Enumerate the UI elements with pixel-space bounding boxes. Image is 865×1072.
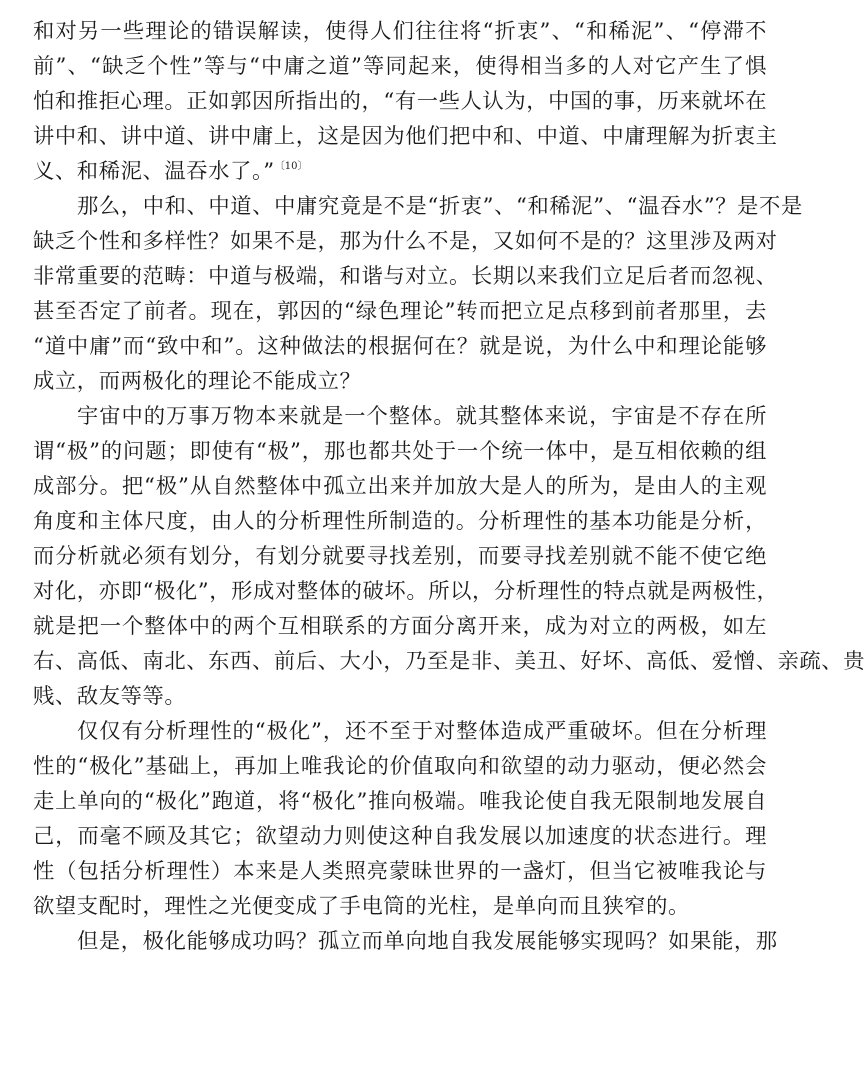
text-line: 仅仅有分析理性的“极化”，还不至于对整体造成严重破坏。但在分析理 bbox=[77, 719, 767, 744]
text-line: 性（包括分析理性）本来是人类照亮蒙昧世界的一盏灯，但当它被唯我论与 bbox=[33, 859, 767, 884]
text-line: 缺乏个性和多样性？如果不是，那为什么不是，又如何不是的？这里涉及两对 bbox=[33, 229, 778, 254]
text-line: 右、高低、南北、东西、前后、大小，乃至是非、美丑、好坏、高低、爱憎、亲疏、贵 bbox=[33, 649, 865, 674]
text-line: 走上单向的“极化”跑道，将“极化”推向极端。唯我论使自我无限制地发展自 bbox=[33, 789, 767, 814]
text-line: 性的“极化”基础上，再加上唯我论的价值取向和欲望的动力驱动，便必然会 bbox=[33, 754, 767, 779]
text-line: 义、和稀泥、温吞水了。” bbox=[33, 159, 275, 184]
body-text bbox=[33, 14, 865, 959]
text-line: 成部分。把“极”从自然整体中孤立出来并加放大是人的所为，是由人的主观 bbox=[33, 474, 767, 499]
text-line: 谓“极”的问题；即使有“极”，那也都共处于一个统一体中，是互相依赖的组 bbox=[33, 439, 767, 464]
text-line: “道中庸”而“致中和”。这种做法的根据何在？就是说，为什么中和理论能够 bbox=[33, 334, 767, 359]
text-line: 角度和主体尺度，由人的分析理性所制造的。分析理性的基本功能是分析， bbox=[33, 509, 767, 534]
text-line: 非常重要的范畴：中道与极端，和谐与对立。长期以来我们立足后者而忽视、 bbox=[33, 264, 778, 289]
paragraph-5 bbox=[33, 924, 778, 959]
text-line: 怕和推拒心理。正如郭因所指出的，“有一些人认为，中国的事，历来就坏在 bbox=[33, 89, 768, 114]
text-line: 成立，而两极化的理论不能成立？ bbox=[33, 369, 362, 394]
paragraph-1 bbox=[33, 14, 778, 189]
text-line: 甚至否定了前者。现在，郭因的“绿色理论”转而把立足点移到前者那里，去 bbox=[33, 299, 767, 324]
text-line: 那么，中和、中道、中庸究竟是不是“折衷”、“和稀泥”、“温吞水”？是不是 bbox=[77, 194, 803, 219]
text-line: 但是，极化能够成功吗？孤立而单向地自我发展能够实现吗？如果能，那 bbox=[77, 929, 778, 954]
paragraph-2 bbox=[33, 189, 803, 399]
text-line: 和对另一些理论的错误解读，使得人们往往将“折衷”、“和稀泥”、“停滞不 bbox=[33, 19, 767, 44]
text-line: 欲望支配时，理性之光便变成了手电筒的光柱，是单向而且狭窄的。 bbox=[33, 894, 690, 919]
paragraph-4 bbox=[33, 714, 767, 924]
text-line: 就是把一个整体中的两个互相联系的方面分离开来，成为对立的两极，如左 bbox=[33, 614, 767, 639]
text-line: 前”、“缺乏个性”等与“中庸之道”等同起来，使得相当多的人对它产生了惧 bbox=[33, 54, 767, 79]
footnote-marker: 〔10〕 bbox=[274, 161, 308, 172]
text-line: 贱、敌友等等。 bbox=[33, 684, 187, 709]
text-line: 而分析就必须有划分，有划分就要寻找差别，而要寻找差别就不能不使它绝 bbox=[33, 544, 767, 569]
text-line: 己，而毫不顾及其它；欲望动力则使这种自我发展以加速度的状态进行。理 bbox=[33, 824, 767, 849]
text-line-with-footnote bbox=[33, 154, 767, 189]
text-line: 讲中和、讲中道、讲中庸上，这是因为他们把中和、中道、中庸理解为折衷主 bbox=[33, 124, 778, 149]
text-line: 宇宙中的万事万物本来就是一个整体。就其整体来说，宇宙是不存在所 bbox=[77, 404, 767, 429]
paragraph-3 bbox=[33, 399, 865, 714]
text-line: 对化，亦即“极化”，形成对整体的破坏。所以，分析理性的特点就是两极性， bbox=[33, 579, 779, 604]
